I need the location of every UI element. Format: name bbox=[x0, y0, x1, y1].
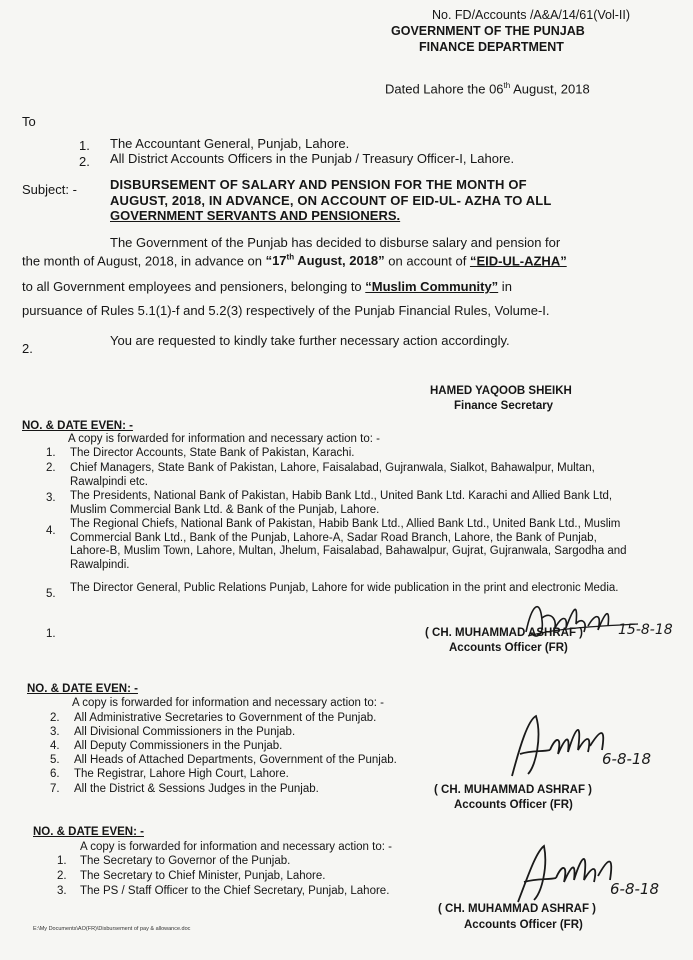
addressee-1: The Accountant General, Punjab, Lahore. bbox=[110, 136, 350, 151]
signature-2 bbox=[506, 706, 686, 786]
subject-line-2: AUGUST, 2018, IN ADVANCE, ON ACCOUNT OF EID-UL- AZHA TO ALL bbox=[110, 193, 552, 208]
dated-line: Dated Lahore the 06th August, 2018 bbox=[385, 81, 590, 97]
copy1-item-5-num: 5. bbox=[46, 588, 56, 600]
copy2-item-4: All Deputy Commissioners in the Punjab. bbox=[74, 740, 283, 752]
copy3-officer-name: ( CH. MUHAMMAD ASHRAF ) bbox=[438, 903, 596, 915]
copy1-intro: A copy is forwarded for information and necessary action to: - bbox=[68, 433, 380, 445]
copy2-item-2-num: 2. bbox=[50, 712, 60, 724]
copy2-item-3-num: 3. bbox=[50, 726, 60, 738]
copy3-item-1: The Secretary to Governor of the Punjab. bbox=[80, 855, 291, 867]
svg-text:6-8-18: 6-8-18 bbox=[602, 750, 651, 768]
addressee-1-num: 1. bbox=[79, 138, 90, 153]
copy2-item-5-num: 5. bbox=[50, 754, 60, 766]
copy2-item-4-num: 4. bbox=[50, 740, 60, 752]
copy1-item-3-num: 3. bbox=[46, 492, 56, 504]
copy1-extra-num: 1. bbox=[46, 628, 56, 640]
copy3-officer-title: Accounts Officer (FR) bbox=[464, 919, 583, 931]
department-heading: FINANCE DEPARTMENT bbox=[419, 40, 564, 54]
copy2-item-3: All Divisional Commissioners in the Punjab. bbox=[74, 726, 296, 738]
copy1-officer-title: Accounts Officer (FR) bbox=[449, 642, 568, 654]
copy1-item-2-num: 2. bbox=[46, 462, 56, 474]
copy1-item-1-num: 1. bbox=[46, 447, 56, 459]
signatory-name: HAMED YAQOOB SHEIKH bbox=[430, 385, 572, 397]
copy2-officer-name: ( CH. MUHAMMAD ASHRAF ) bbox=[434, 784, 592, 796]
copy2-intro: A copy is forwarded for information and necessary action to: - bbox=[72, 697, 384, 709]
copy3-item-3: The PS / Staff Officer to the Chief Secretary, Punjab, Lahore. bbox=[80, 885, 390, 897]
copy2-item-5: All Heads of Attached Departments, Government of the Punjab. bbox=[74, 754, 397, 766]
addressee-2-num: 2. bbox=[79, 154, 90, 169]
para1-line4: pursuance of Rules 5.1(1)-f and 5.2(3) respectively of the Punjab Financial Rules, Volume-I. bbox=[22, 303, 550, 318]
para1-line2: the month of August, 2018, in advance on “17th August, 2018” on account of “EID-UL-AZHA” bbox=[22, 253, 567, 269]
copy2-officer-title: Accounts Officer (FR) bbox=[454, 799, 573, 811]
copy1-item-4-num: 4. bbox=[46, 525, 56, 537]
footer-file-path: E:\My Documents\AO(FR)\Disbursement of pay & allowance.doc bbox=[33, 926, 191, 932]
to-label: To bbox=[22, 114, 36, 129]
copy2-item-6-num: 6. bbox=[50, 768, 60, 780]
svg-text:6-8-18: 6-8-18 bbox=[610, 880, 659, 898]
copy3-item-2-num: 2. bbox=[57, 870, 67, 882]
para2-text: You are requested to kindly take further necessary action accordingly. bbox=[110, 333, 510, 348]
copy2-item-7: All the District & Sessions Judges in the Punjab. bbox=[74, 783, 319, 795]
copy2-item-7-num: 7. bbox=[50, 783, 60, 795]
copy1-item-4: The Regional Chiefs, National Bank of Pakistan, Habib Bank Ltd., Allied Bank Ltd., United Bank Ltd., Muslim Commercial Bank Ltd., Bank of the Punjab, Lahore-A, Sadar Road Branch, Lahore, the Bank of Punjab, Lahore-B, Muslim Town, Lahore, Multan, Jhelum, Faisalabad, Bahawalpur, Gujrat, Gujranwala, Sargodha and Rawalpindi. bbox=[70, 518, 627, 571]
copy3-heading: NO. & DATE EVEN: - bbox=[33, 826, 144, 838]
copy1-item-1: The Director Accounts, State Bank of Pakistan, Karachi. bbox=[70, 447, 355, 459]
para2-num: 2. bbox=[22, 341, 33, 356]
subject-line-1: DISBURSEMENT OF SALARY AND PENSION FOR THE MONTH OF bbox=[110, 177, 527, 192]
copy3-intro: A copy is forwarded for information and necessary action to: - bbox=[80, 841, 392, 853]
copy1-item-2: Chief Managers, State Bank of Pakistan, Lahore, Faisalabad, Gujranwala, Sialkot, Bahawalpur, Multan, Rawalpindi etc. bbox=[70, 462, 595, 488]
copy2-heading: NO. & DATE EVEN: - bbox=[27, 683, 138, 695]
signatory-title: Finance Secretary bbox=[454, 400, 554, 412]
subject-label: Subject: - bbox=[22, 182, 77, 197]
reference-number: No. FD/Accounts /A&A/14/61(Vol-II) bbox=[432, 8, 630, 22]
subject-line-3: GOVERNMENT SERVANTS AND PENSIONERS. bbox=[110, 208, 401, 223]
copy1-item-3: The Presidents, National Bank of Pakistan, Habib Bank Ltd., United Bank Ltd. Karachi and Allied Bank Ltd, Muslim Commercial Bank Ltd. & Bank of the Punjab, Lahore. bbox=[70, 490, 613, 516]
copy2-item-2: All Administrative Secretaries to Government of the Punjab. bbox=[74, 712, 377, 724]
copy3-item-2: The Secretary to Chief Minister, Punjab, Lahore. bbox=[80, 870, 326, 882]
government-heading: GOVERNMENT OF THE PUNJAB bbox=[391, 24, 585, 38]
svg-text:15-8-18: 15-8-18 bbox=[618, 622, 673, 638]
copy2-item-6: The Registrar, Lahore High Court, Lahore. bbox=[74, 768, 289, 780]
copy3-item-1-num: 1. bbox=[57, 855, 67, 867]
copy1-item-5: The Director General, Public Relations Punjab, Lahore for wide publication in the print and electronic Media. bbox=[70, 582, 619, 594]
copy1-officer-name: ( CH. MUHAMMAD ASHRAF ) bbox=[425, 627, 583, 639]
para1-line1: The Government of the Punjab has decided to disburse salary and pension for bbox=[110, 235, 561, 250]
copy3-item-3-num: 3. bbox=[57, 885, 67, 897]
para1-line3: to all Government employees and pensioners, belonging to “Muslim Community” in bbox=[22, 279, 512, 294]
addressee-2: All District Accounts Officers in the Punjab / Treasury Officer-I, Lahore. bbox=[110, 151, 515, 166]
copy1-heading: NO. & DATE EVEN: - bbox=[22, 420, 133, 432]
